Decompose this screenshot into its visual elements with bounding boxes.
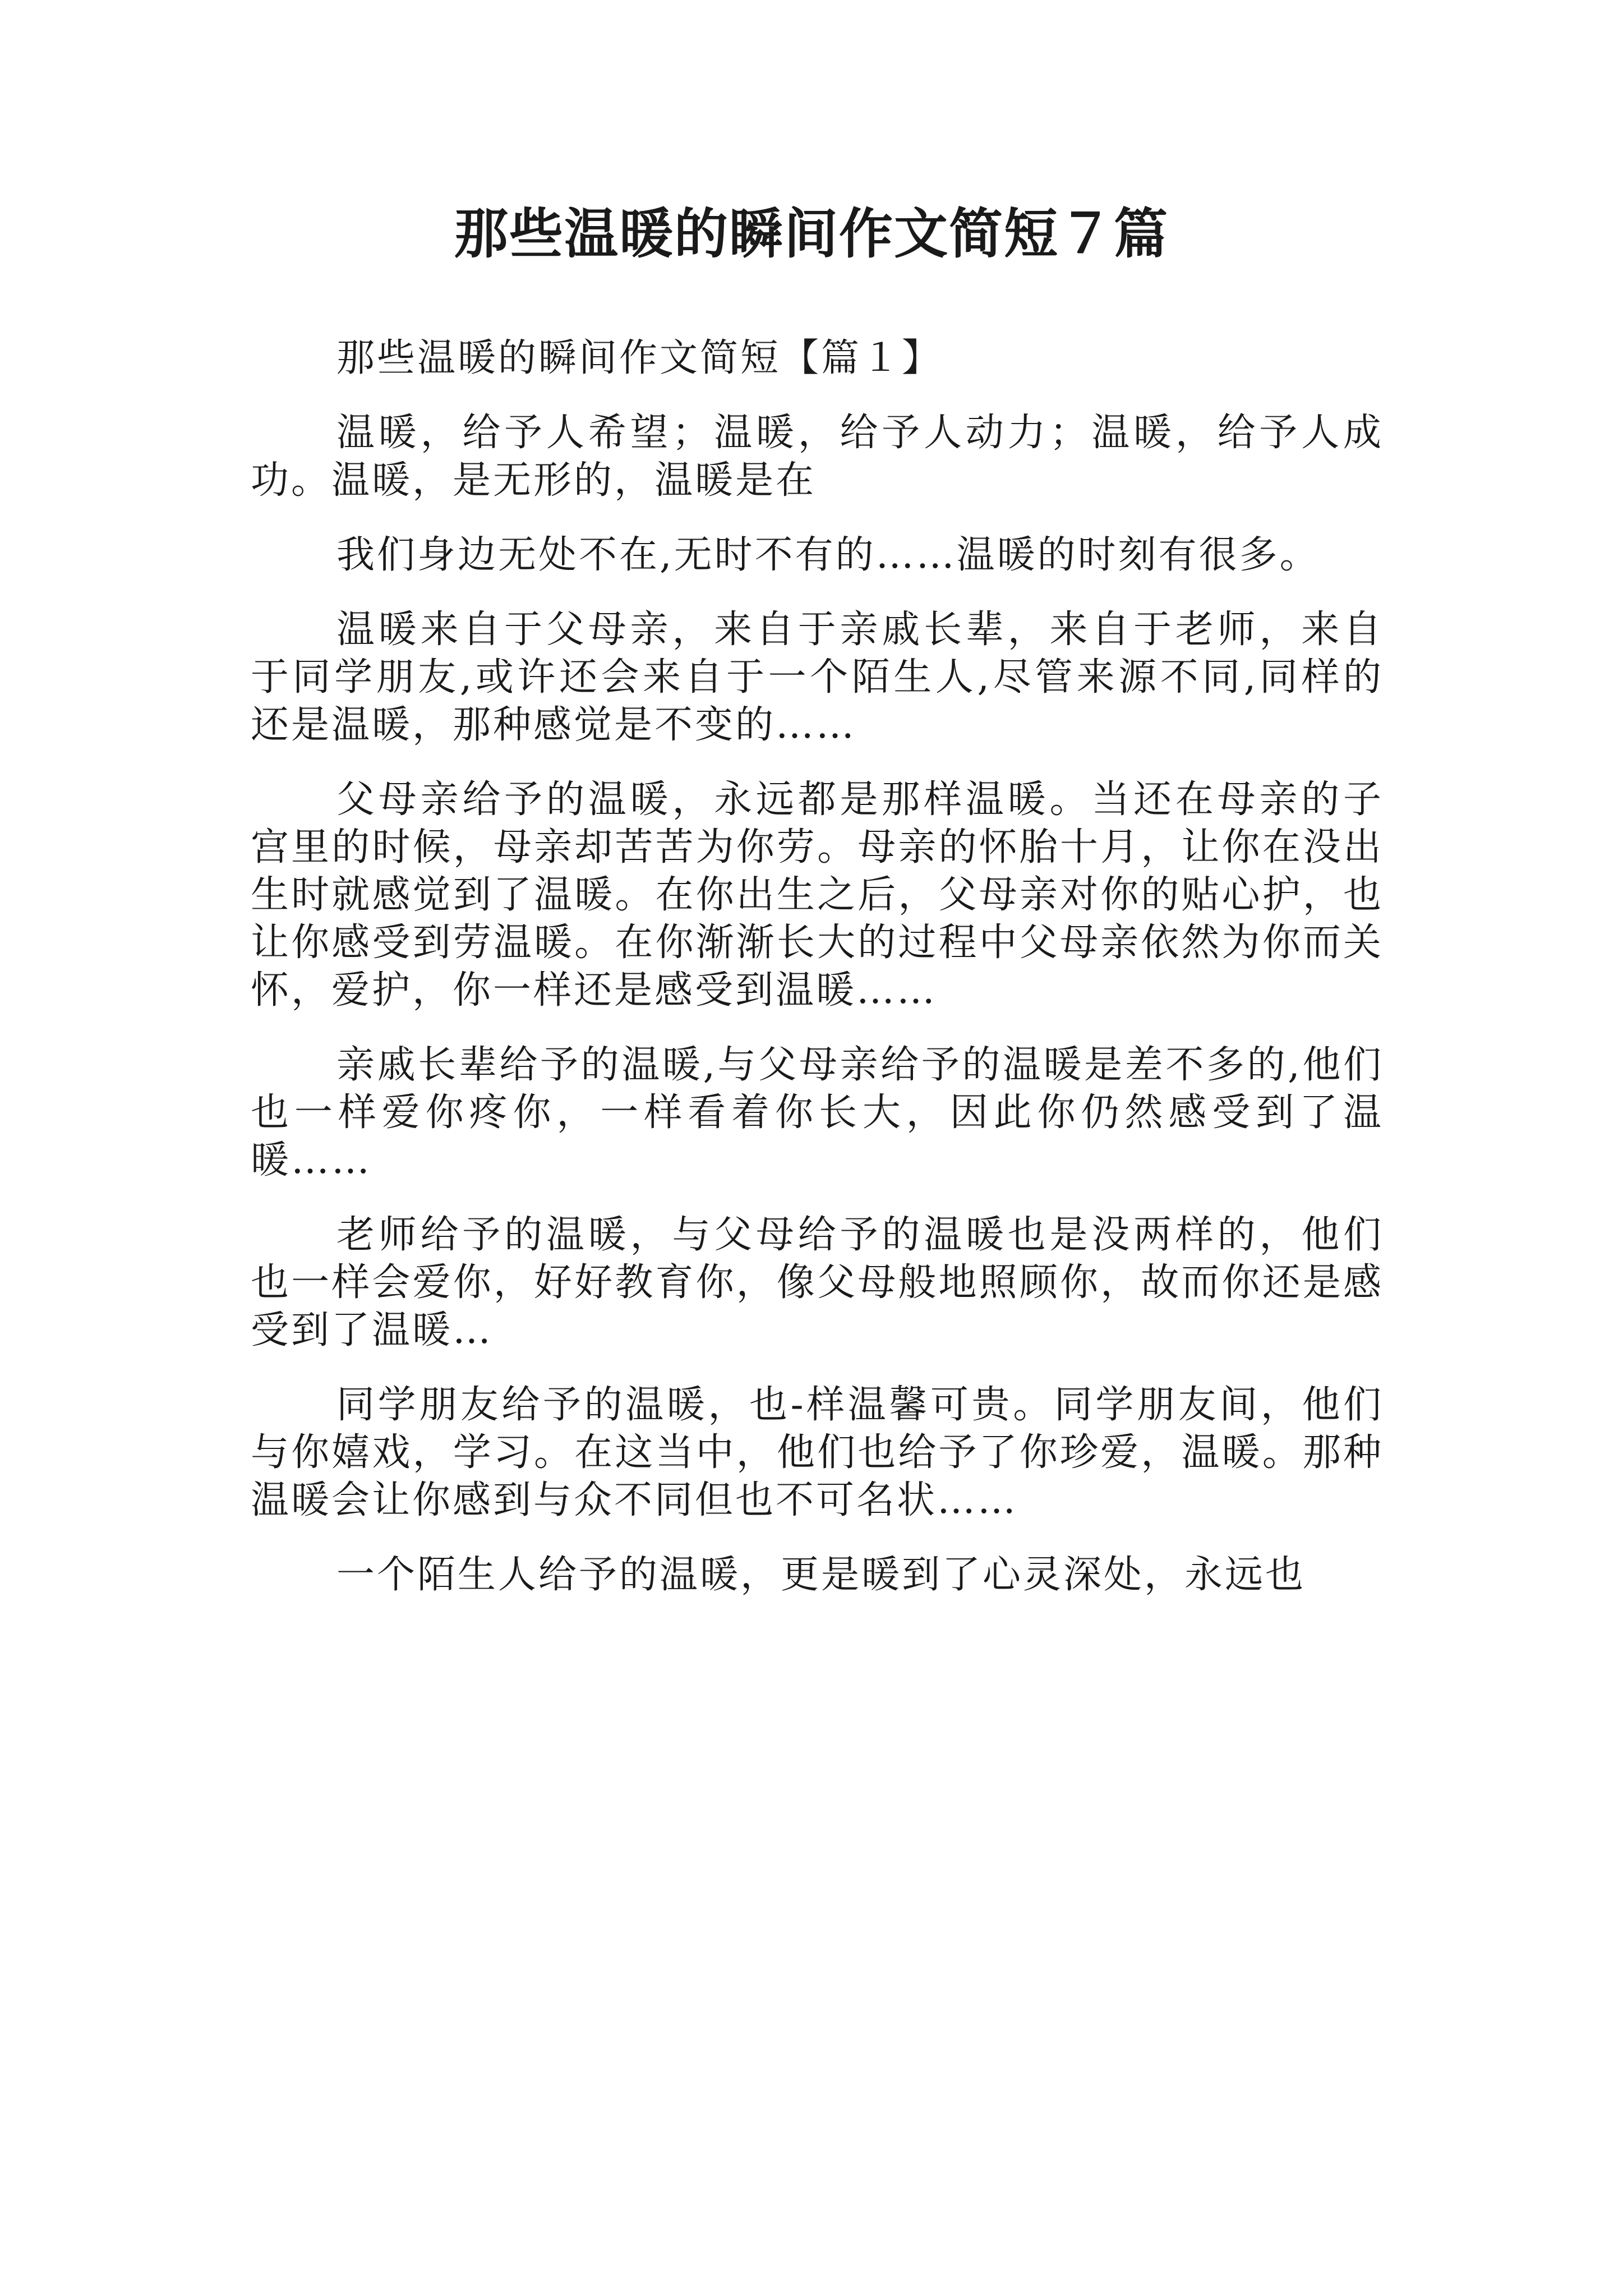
document-title: 那些温暖的瞬间作文简短７篇 <box>454 202 1169 265</box>
paragraph: 父母亲给予的温暖，永远都是那样温暖。当还在母亲的子宫里的时候，母亲却苦苦为你劳。母亲的怀胎十月，让你在没出生时就感觉到了温暖。在你出生之后，父母亲对你的贴心护，也让你感受到劳温暖。在你渐渐长大的过程中父母亲依然为你而关怀，爱护，你一样还是感受到温暖…… <box>251 777 1384 1013</box>
paragraph: 同学朋友给予的温暖，也-样温馨可贵。同学朋友间，他们与你嬉戏，学习。在这当中，他们也给予了你珍爱，温暖。那种温暖会让你感到与众不同但也不可名状…… <box>251 1383 1384 1522</box>
section-heading: 那些温暖的瞬间作文简短【篇１】 <box>336 336 943 380</box>
paragraph: 老师给予的温暖，与父母给予的温暖也是没两样的，他们也一样会爱你，好好教育你，像父母般地照顾你，故而你还是感受到了温暖… <box>251 1213 1384 1352</box>
paragraph: 亲戚长辈给予的温暖,与父母亲给予的温暖是差不多的,他们也一样爱你疼你，一样看着你长大，因此你仍然感受到了温暖…… <box>251 1043 1384 1182</box>
document-body <box>251 334 1384 1626</box>
paragraph: 一个陌生人给予的温暖，更是暖到了心灵深处，永远也 <box>336 1553 1306 1597</box>
paragraph: 温暖来自于父母亲，来自于亲戚长辈，来自于老师，来自于同学朋友,或许还会来自于一个陌生人,尽管来源不同,同样的还是温暖，那种感觉是不变的…… <box>251 608 1384 747</box>
paragraph: 我们身边无处不在,无时不有的……温暖的时刻有很多。 <box>336 533 1320 577</box>
paragraph: 温暖，给予人希望；温暖，给予人动力；温暖，给予人成功。温暖，是无形的，温暖是在 <box>251 411 1384 503</box>
